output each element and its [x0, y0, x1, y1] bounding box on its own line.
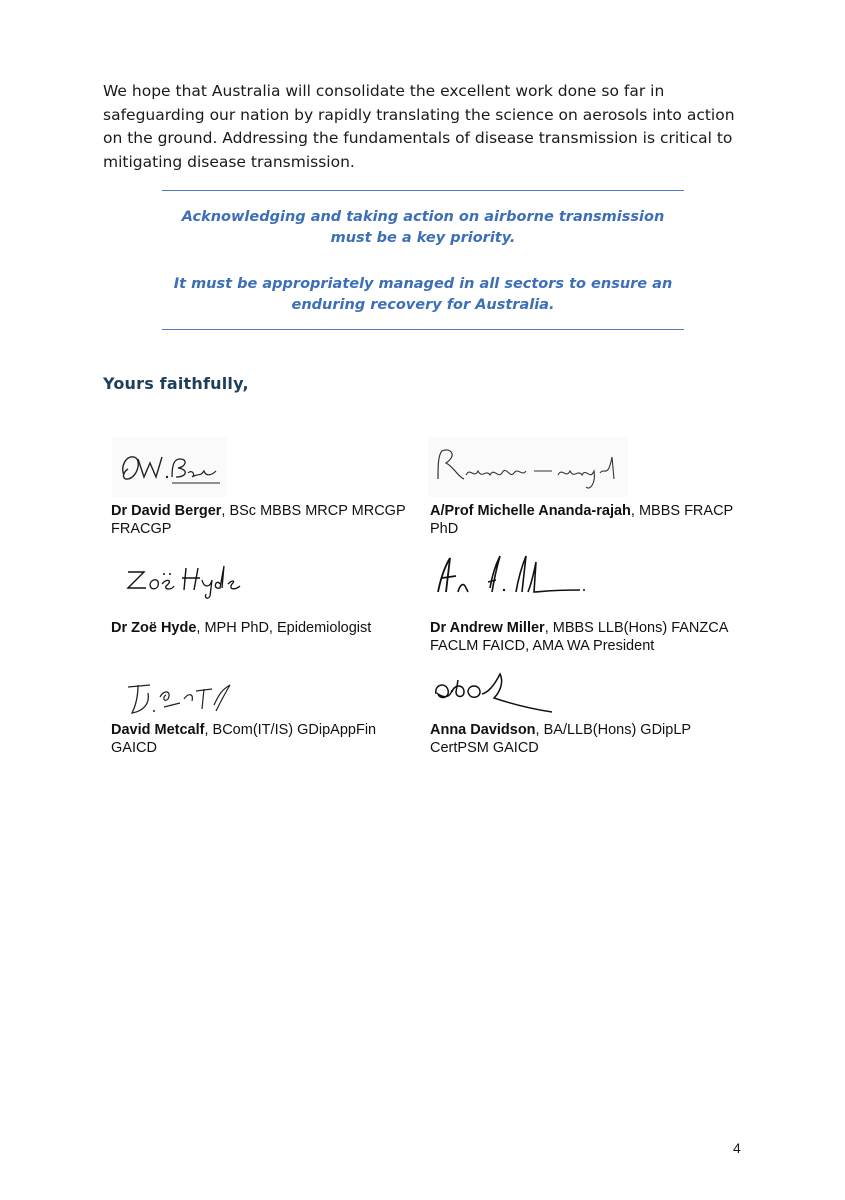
- signatory-credentials: , MBBS LLB(Hons) FANZCA FACLM FAICD, AMA WA President: [430, 620, 728, 654]
- signatory-name: A/Prof Michelle Ananda-rajah: [430, 503, 631, 519]
- signature-berger-image: [112, 437, 227, 497]
- page-number: 4: [733, 1140, 741, 1156]
- signatory-name: Anna Davidson: [430, 722, 536, 738]
- signatory-credentials: , BSc MBBS MRCP MRCGP FRACGP: [111, 503, 406, 537]
- intro-paragraph: We hope that Australia will consolidate the excellent work done so far in safeguarding our nation by rapidly translating the science on aerosols into action on the ground. Addressing the fundamentals of disease transmission is critical to mitigating disease transmission.: [103, 82, 735, 171]
- signatory-name: David Metcalf: [111, 722, 205, 738]
- signature-metcalf-image: [120, 675, 240, 720]
- callout-line-2: It must be appropriately managed in all sectors to ensure an enduring recovery for Australia.: [173, 276, 673, 313]
- signatory-berger: [111, 503, 411, 538]
- signatory-credentials: , MBBS FRACP PhD: [430, 503, 733, 537]
- signatory-ananda-rajah: [430, 503, 750, 538]
- closing-salutation: Yours faithfully,: [103, 374, 249, 393]
- signatory-credentials: , BA/LLB(Hons) GDipLP CertPSM GAICD: [430, 722, 691, 756]
- signatory-name: Dr Andrew Miller: [430, 620, 545, 636]
- signature-hyde-image: [120, 560, 250, 600]
- signature-ananda-rajah-image: [428, 437, 628, 497]
- signatory-credentials: , BCom(IT/IS) GDipAppFin GAICD: [111, 722, 377, 756]
- signatory-hyde: [111, 620, 411, 638]
- signature-miller-image: [430, 552, 590, 602]
- signatory-credentials: , MPH PhD, Epidemiologist: [196, 620, 372, 636]
- signatory-metcalf: [111, 722, 411, 757]
- signatory-miller: [430, 620, 750, 655]
- signatory-davidson: [430, 722, 730, 757]
- signature-davidson-image: [430, 668, 560, 718]
- callout-line-1: Acknowledging and taking action on airborne transmission must be a key priority.: [181, 209, 665, 246]
- callout-box: [162, 190, 684, 330]
- signatory-name: Dr Zoë Hyde: [111, 620, 197, 636]
- signatory-name: Dr David Berger: [111, 503, 222, 519]
